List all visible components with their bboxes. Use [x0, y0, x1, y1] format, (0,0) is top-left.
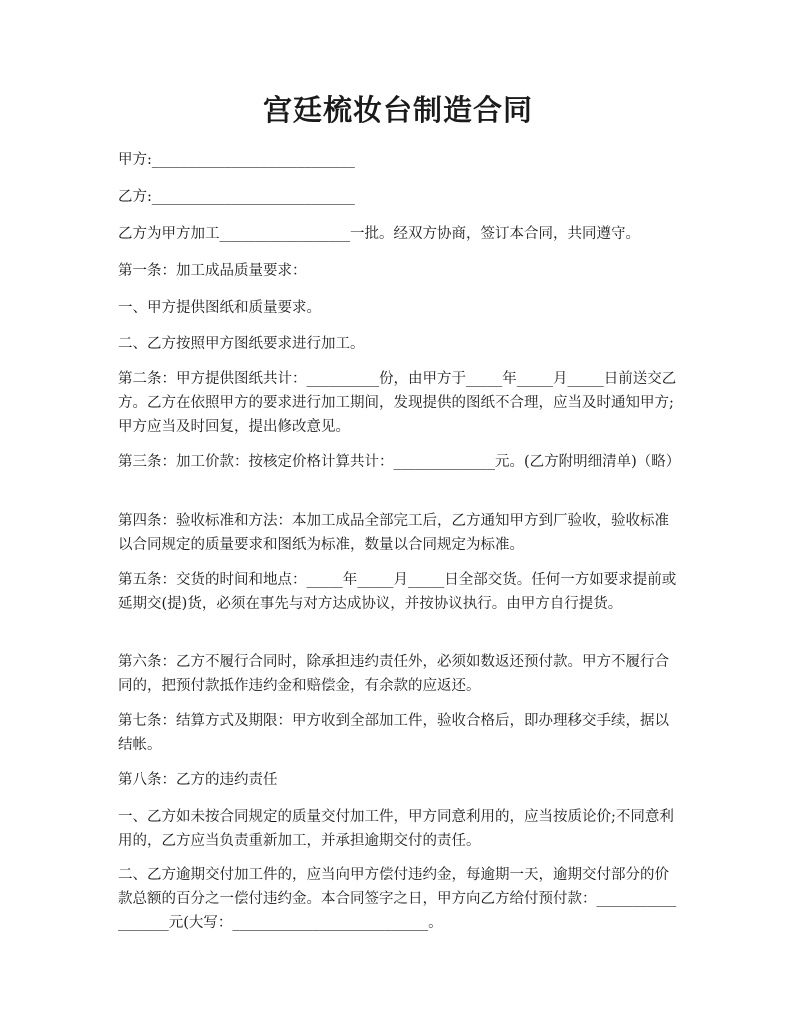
party-a-line: 甲方:____________________________ — [118, 152, 355, 168]
article-2: 第二条：甲方提供图纸共计：__________份，由甲方于_____年_____月_____日前送交乙方。乙方在依照甲方的要求进行加工期间，发现提供的图纸不合理，应当及时通知甲方;甲方应当及时回复，提出修改意见。 — [118, 371, 677, 435]
article-1-item-2: 二、乙方按照甲方图纸要求进行加工。 — [118, 336, 365, 352]
article-7: 第七条：结算方式及期限：甲方收到全部加工件，验收合格后，即办理移交手续，据以结帐。 — [118, 713, 669, 753]
article-3: 第三条：加工价款：按核定价格计算共计：______________元。(乙方附明细清单)（略） — [118, 454, 681, 470]
article-5: 第五条：交货的时间和地点：_____年_____月_____日全部交货。任何一方如要求提前或延期交(提)货，必须在事先与对方达成协议，并按协议执行。由甲方自行提货。 — [118, 572, 677, 612]
intro-paragraph: 乙方为甲方加工__________________一批。经双方协商，签订本合同，共同遵守。 — [118, 226, 640, 242]
article-4: 第四条：验收标准和方法：本加工成品全部完工后，乙方通知甲方到厂验收，验收标准以合同规定的质量要求和图纸为标准，数量以合同规定为标准。 — [118, 513, 669, 553]
article-8-heading: 第八条：乙方的违约责任 — [118, 772, 278, 788]
article-8-item-2: 二、乙方逾期交付加工件的，应当向甲方偿付违约金，每逾期一天，逾期交付部分的价款总额的百分之一偿付违约金。本合同签字之日，甲方向乙方给付预付款：__________________元(大写：___________________________。 — [118, 867, 677, 931]
article-1-item-1: 一、甲方提供图纸和质量要求。 — [118, 300, 321, 316]
article-8-item-1: 一、乙方如未按合同规定的质量交付加工件，甲方同意利用的，应当按质论价;不同意利用的，乙方应当负责重新加工，并承担逾期交付的责任。 — [118, 809, 674, 849]
party-b-line: 乙方:____________________________ — [118, 189, 355, 205]
article-6: 第六条：乙方不履行合同时，除承担违约责任外，必须如数返还预付款。甲方不履行合同的，把预付款抵作违约金和赔偿金，有余款的应返还。 — [118, 654, 669, 694]
document-title: 宫廷梳妆台制造合同 — [262, 93, 533, 127]
article-1-heading: 第一条：加工成品质量要求： — [118, 263, 307, 279]
